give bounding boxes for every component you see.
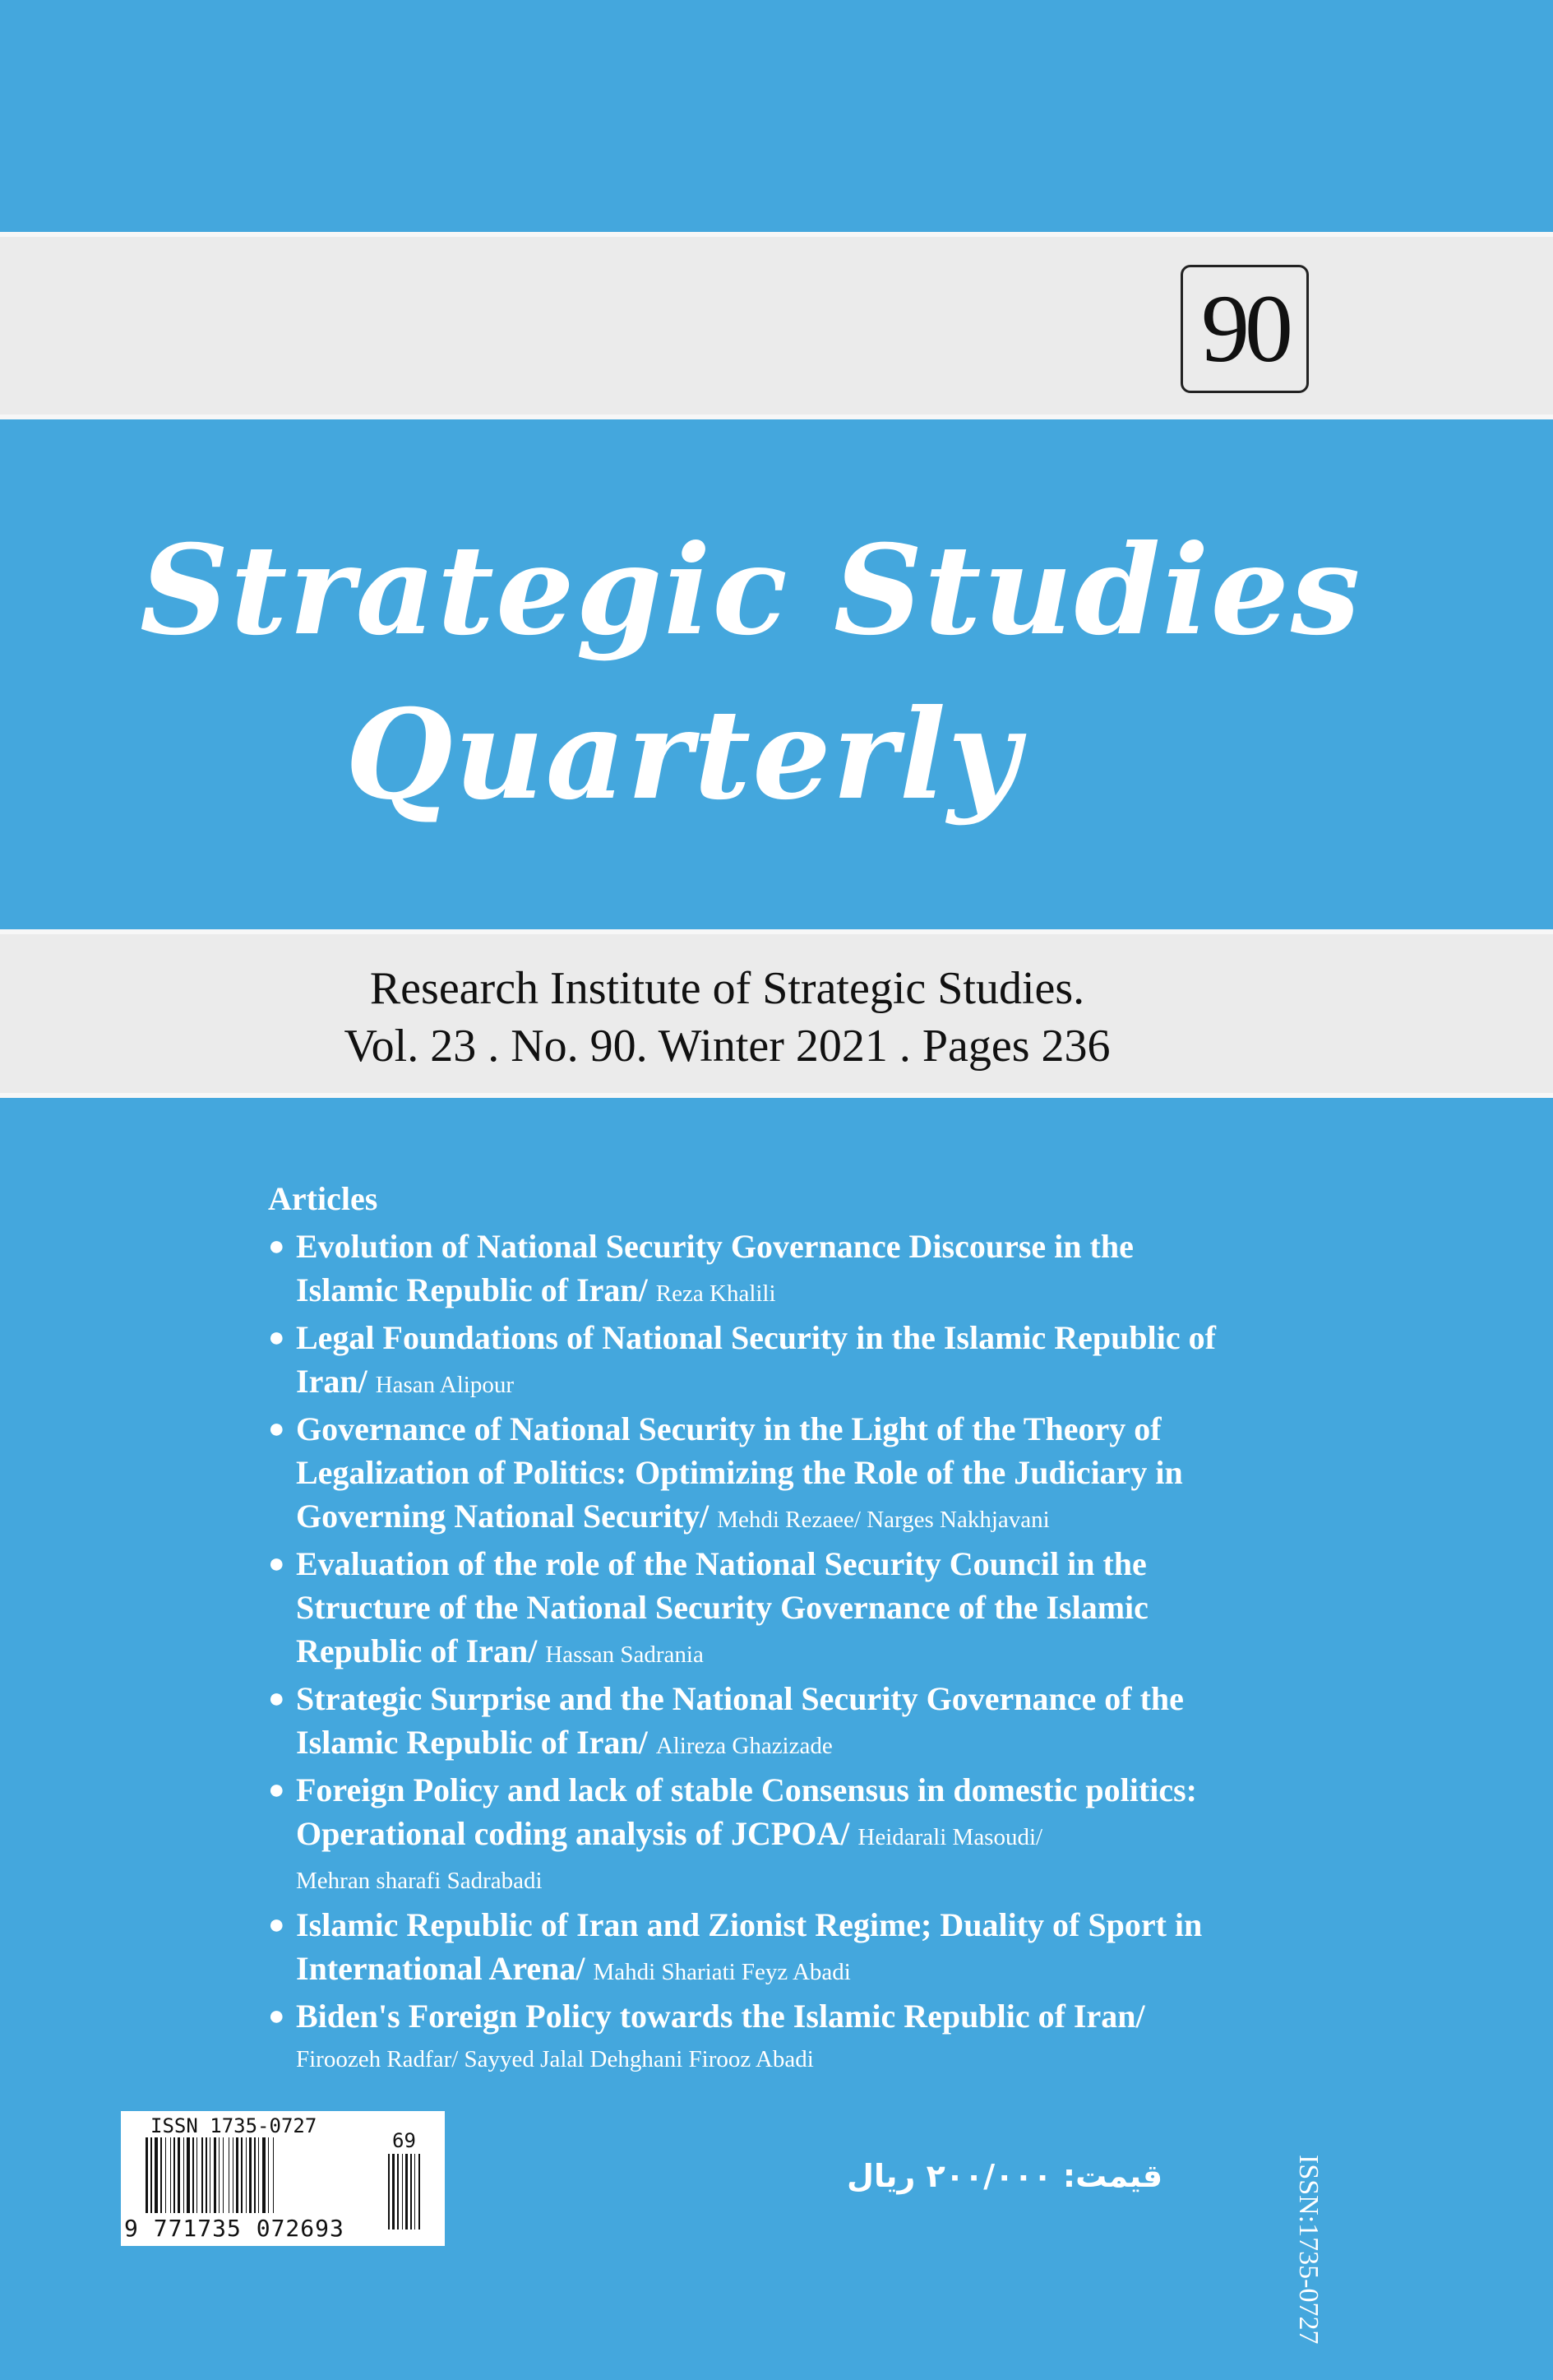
bullet-icon: ● <box>268 2001 285 2031</box>
barcode-addon-bar <box>388 2154 390 2230</box>
issue-number: 90 <box>1201 275 1288 382</box>
barcode-bar <box>173 2137 175 2213</box>
article-title: Iran/ <box>296 1363 367 1400</box>
article-authors: Mehran sharafi Sadrabadi <box>296 1868 543 1894</box>
barcode-bar <box>187 2137 190 2213</box>
bullet-icon: ● <box>268 1775 285 1805</box>
article-authors: Hassan Sadrania <box>545 1641 704 1668</box>
barcode-bar <box>241 2137 243 2213</box>
barcode-bar <box>254 2137 256 2213</box>
article-title: Structure of the National Security Governance of the Islamic <box>296 1589 1149 1626</box>
barcode-bar <box>201 2137 203 2213</box>
article-item <box>268 1903 1337 1994</box>
journal-title-line2: Quarterly <box>345 683 1021 827</box>
article-item <box>268 1542 1337 1677</box>
barcode-bar <box>155 2137 158 2213</box>
article-authors: Mehdi Rezaee/ Narges Nakhjavani <box>717 1507 1050 1533</box>
barcode-bar <box>183 2137 184 2213</box>
article-title: Evaluation of the role of the National Security Council in the <box>296 1545 1147 1582</box>
bullet-icon: ● <box>268 1322 285 1353</box>
article-title: Strategic Surprise and the National Security Governance of the <box>296 1680 1184 1717</box>
barcode-digits: 9 771735 072693 <box>124 2215 344 2242</box>
article-title-line <box>296 1677 1337 1720</box>
article-title: Islamic Republic of Iran and Zionist Regime; Duality of Sport in <box>296 1906 1203 1943</box>
barcode-addon-bar <box>414 2154 415 2230</box>
barcode-addon-bar <box>402 2154 403 2230</box>
article-title-line <box>296 1903 1337 1947</box>
barcode-addon-bar <box>392 2154 395 2230</box>
issue-band <box>0 232 1553 419</box>
barcode-bar <box>214 2137 216 2213</box>
barcode-bar <box>170 2137 171 2213</box>
barcode-bar <box>273 2137 274 2213</box>
article-title-line <box>296 1225 1337 1268</box>
barcode-addon-bar <box>418 2154 420 2230</box>
journal-title-line1: Strategic Studies <box>140 518 1362 663</box>
article-item <box>268 1407 1337 1542</box>
article-title: Operational coding analysis of JCPOA/ <box>296 1815 850 1852</box>
article-title-line <box>296 1316 1337 1359</box>
articles-list <box>268 1179 1337 2081</box>
barcode-bar <box>146 2137 148 2213</box>
issue-number-badge <box>1181 265 1309 393</box>
article-authors: Reza Khalili <box>655 1280 776 1307</box>
bullet-icon: ● <box>268 1549 285 1579</box>
article-title-line <box>296 1407 1337 1451</box>
barcode-bar <box>262 2137 266 2213</box>
barcode-bar <box>223 2137 224 2213</box>
barcode-bar <box>258 2137 259 2213</box>
article-title: Evolution of National Security Governance Discourse in the <box>296 1228 1134 1265</box>
article-title-line <box>296 1268 1337 1316</box>
article-authors: Mahdi Shariati Feyz Abadi <box>593 1959 851 1985</box>
article-title: Legal Foundations of National Security in the Islamic Republic of <box>296 1319 1216 1356</box>
bullet-icon: ● <box>268 1910 285 1940</box>
article-title-line <box>296 1947 1337 1994</box>
article-title-line <box>296 1451 1337 1494</box>
article-item <box>268 1677 1337 1768</box>
article-title-line <box>296 1542 1337 1586</box>
article-title: Republic of Iran/ <box>296 1632 538 1669</box>
barcode-bar <box>246 2137 247 2213</box>
article-title-line <box>296 1586 1337 1629</box>
barcode-addon-bar <box>397 2154 399 2230</box>
article-item <box>268 1994 1337 2081</box>
barcode-bar <box>249 2137 252 2213</box>
barcode-bar <box>192 2137 194 2213</box>
articles-heading: Articles <box>268 1180 378 1217</box>
barcode-bar <box>268 2137 269 2213</box>
article-item <box>268 1316 1337 1407</box>
barcode-bar <box>206 2137 207 2213</box>
article-title-line <box>296 1629 1337 1677</box>
article-title-line <box>296 1494 1337 1542</box>
article-title-line <box>296 1994 1337 2038</box>
article-item <box>268 1225 1337 1316</box>
barcode <box>121 2111 445 2246</box>
article-title: Islamic Republic of Iran/ <box>296 1724 648 1761</box>
publisher-name: Research Institute of Strategic Studies. <box>369 963 1085 1014</box>
article-authors: Hasan Alipour <box>375 1372 515 1398</box>
article-title: Governing National Security/ <box>296 1498 709 1535</box>
barcode-bar <box>196 2137 197 2213</box>
article-authors: Firoozeh Radfar/ Sayyed Jalal Dehghani Firooz Abadi <box>296 2046 814 2072</box>
barcode-issn-label: ISSN 1735-0727 <box>150 2114 317 2137</box>
barcode-bar <box>160 2137 162 2213</box>
barcode-bar <box>165 2137 166 2213</box>
article-title: Foreign Policy and lack of stable Consensus in domestic politics: <box>296 1771 1197 1808</box>
article-title-line <box>296 1768 1337 1812</box>
barcode-addon-bar <box>410 2154 412 2230</box>
barcode-bar <box>236 2137 238 2213</box>
article-title: Biden's Foreign Policy towards the Islamic Republic of Iran/ <box>296 1998 1145 2035</box>
article-title: Governance of National Security in the Light of the Theory of <box>296 1410 1162 1447</box>
article-title-line <box>296 1720 1337 1768</box>
article-title-line <box>296 1812 1337 1859</box>
article-item <box>268 1768 1337 1903</box>
barcode-addon-bar <box>405 2154 408 2230</box>
bullet-icon: ● <box>268 1683 285 1714</box>
article-title: Legalization of Politics: Optimizing the Role of the Judiciary in <box>296 1454 1183 1491</box>
article-title: International Arena/ <box>296 1950 585 1987</box>
article-title: Islamic Republic of Iran/ <box>296 1271 648 1308</box>
article-title-line <box>296 1359 1337 1407</box>
volume-info: Vol. 23 . No. 90. Winter 2021 . Pages 236 <box>344 1021 1111 1072</box>
barcode-bar <box>178 2137 180 2213</box>
barcode-addon: 69 <box>392 2129 416 2152</box>
bullet-icon: ● <box>268 1231 285 1262</box>
barcode-bar <box>219 2137 220 2213</box>
barcode-bar <box>150 2137 152 2213</box>
price-label: قیمت: ۲۰۰/۰۰۰ ریال <box>847 2158 1163 2194</box>
article-authors: Heidarali Masoudi/ <box>857 1824 1043 1850</box>
bullet-icon: ● <box>268 1414 285 1444</box>
issn-vertical: ISSN:1735-0727 <box>1293 2155 1324 2345</box>
article-authors: Alireza Ghazizade <box>655 1733 833 1759</box>
